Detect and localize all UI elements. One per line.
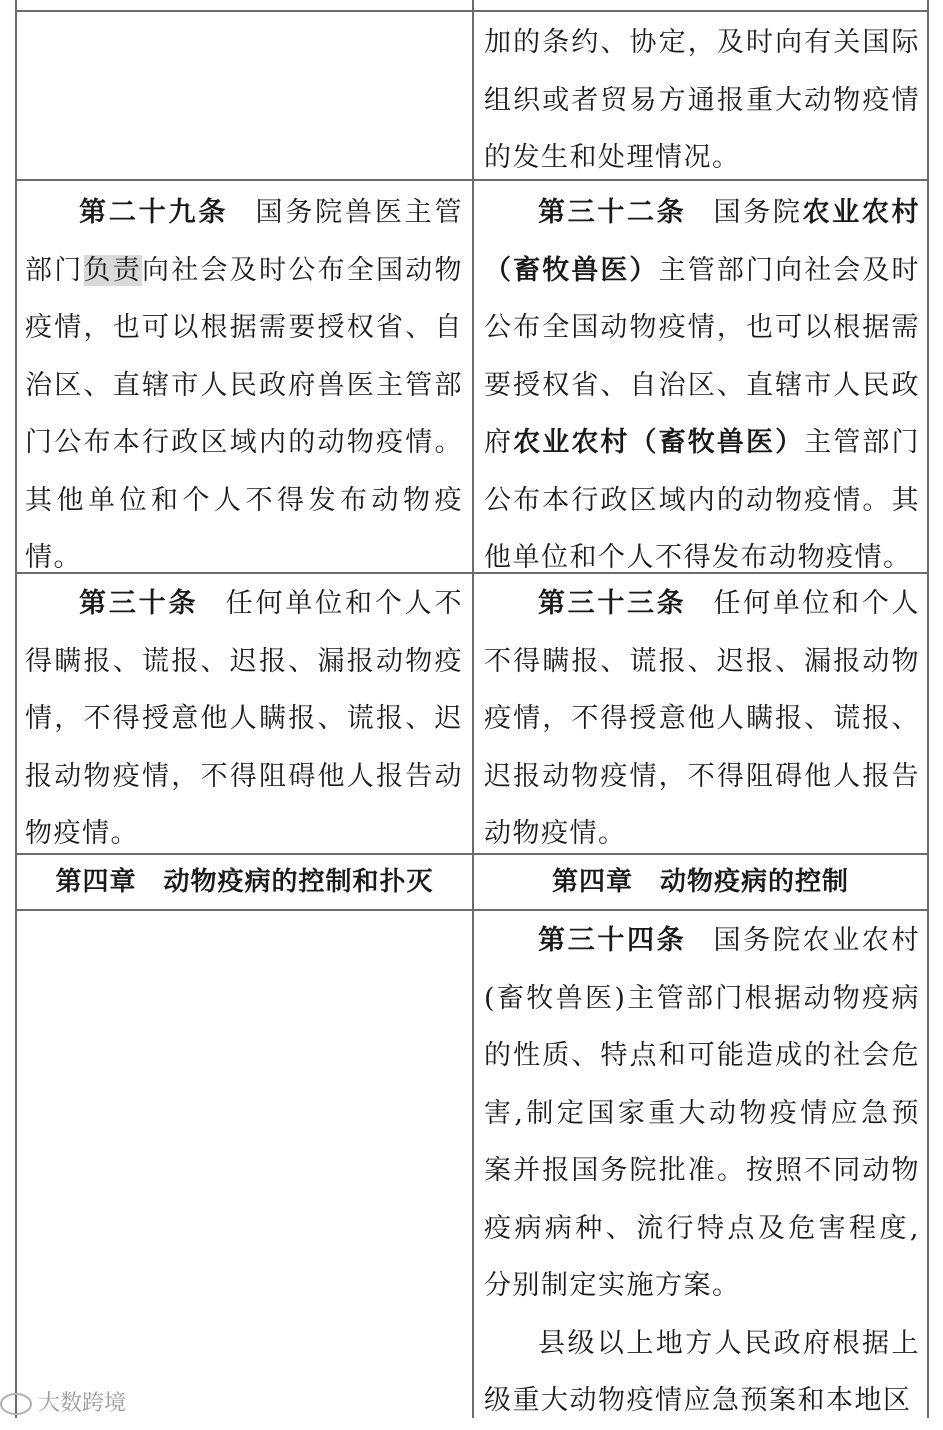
article-33-text: 任何单位和个人不得瞒报、谎报、迟报、漏报动物疫情，不得授意他人瞒报、谎报、迟报动物疫情，不得阻碍他人报告动物疫情。 — [484, 588, 921, 849]
article-33-cell — [484, 575, 920, 863]
column-divider — [472, 0, 474, 1418]
row1-right-text: 加的条约、协定，及时向有关国际组织或者贸易方通报重大动物疫情的发生和处理情况。 — [484, 27, 920, 173]
row-divider — [15, 909, 929, 911]
watermark — [0, 1386, 126, 1417]
article-34-text: 国务院农业农村(畜牧兽医)主管部门根据动物疫病的性质、特点和可能造成的社会危害,制定国家重大动物疫情应急预案并报国务院批准。按照不同动物疫病病种、流行特点及危害程度,分别制定实施方案。 — [484, 925, 921, 1301]
article-32-paragraph — [484, 184, 920, 587]
article-32-cell — [484, 184, 920, 587]
article-34-paragraph-1 — [484, 912, 920, 1315]
watermark-text: 大数跨境 — [38, 1391, 127, 1416]
article-30-paragraph — [25, 575, 463, 863]
article-34-heading: 第三十四条 — [538, 925, 687, 956]
article-32-text-a: 国务院 — [712, 197, 803, 228]
article-32-bold-b: 农业农村（畜牧兽医） — [513, 427, 805, 458]
chapter-4-left-heading: 第四章 动物疫病的控制和扑灭 — [55, 867, 434, 897]
chapter-4-right-heading: 第四章 动物疫病的控制 — [551, 867, 849, 897]
row1-right-cell — [484, 14, 920, 187]
article-29-cell — [25, 184, 463, 587]
watermark-logo-icon — [0, 1393, 32, 1415]
article-34-paragraph-2: 县级以上地方人民政府根据上级重大动物疫情应急预案和本地区 — [484, 1327, 920, 1416]
article-32-text-c: 主管部门公布本行政区域内的动物疫情。其他单位和个人不得发布动物疫情。 — [484, 427, 921, 573]
article-30-text: 任何单位和个人不得瞒报、谎报、迟报、漏报动物疫情，不得授意他人瞒报、谎报、迟报动物疫情，不得阻碍他人报告动物疫情。 — [25, 588, 464, 849]
article-29-text-a: 国务院兽医主管部门 — [25, 197, 464, 286]
article-33-heading: 第三十三条 — [538, 588, 687, 619]
article-30-cell — [25, 575, 463, 863]
article-29-paragraph — [25, 184, 463, 587]
article-32-text-b: 主管部门向社会及时公布全国动物疫情，也可以根据需要授权省、自治区、直辖市人民政府 — [484, 254, 921, 458]
article-32-heading: 第三十二条 — [538, 197, 687, 228]
row-divider — [15, 10, 929, 12]
article-32-bold-a: 农业农村（畜牧兽医） — [484, 197, 921, 286]
article-34-cell — [484, 912, 920, 1430]
article-29-text-b: 向社会及时公布全国动物疫情，也可以根据需要授权省、自治区、直辖市人民政府兽医主管部门公布本行政区域内的动物疫情。其他单位和个人不得发布动物疫情。 — [25, 254, 463, 573]
article-30-heading: 第三十条 — [79, 588, 199, 619]
article-29-heading: 第二十九条 — [79, 197, 229, 228]
article-29-highlight: 负责 — [83, 254, 142, 286]
article-33-paragraph — [484, 575, 920, 863]
